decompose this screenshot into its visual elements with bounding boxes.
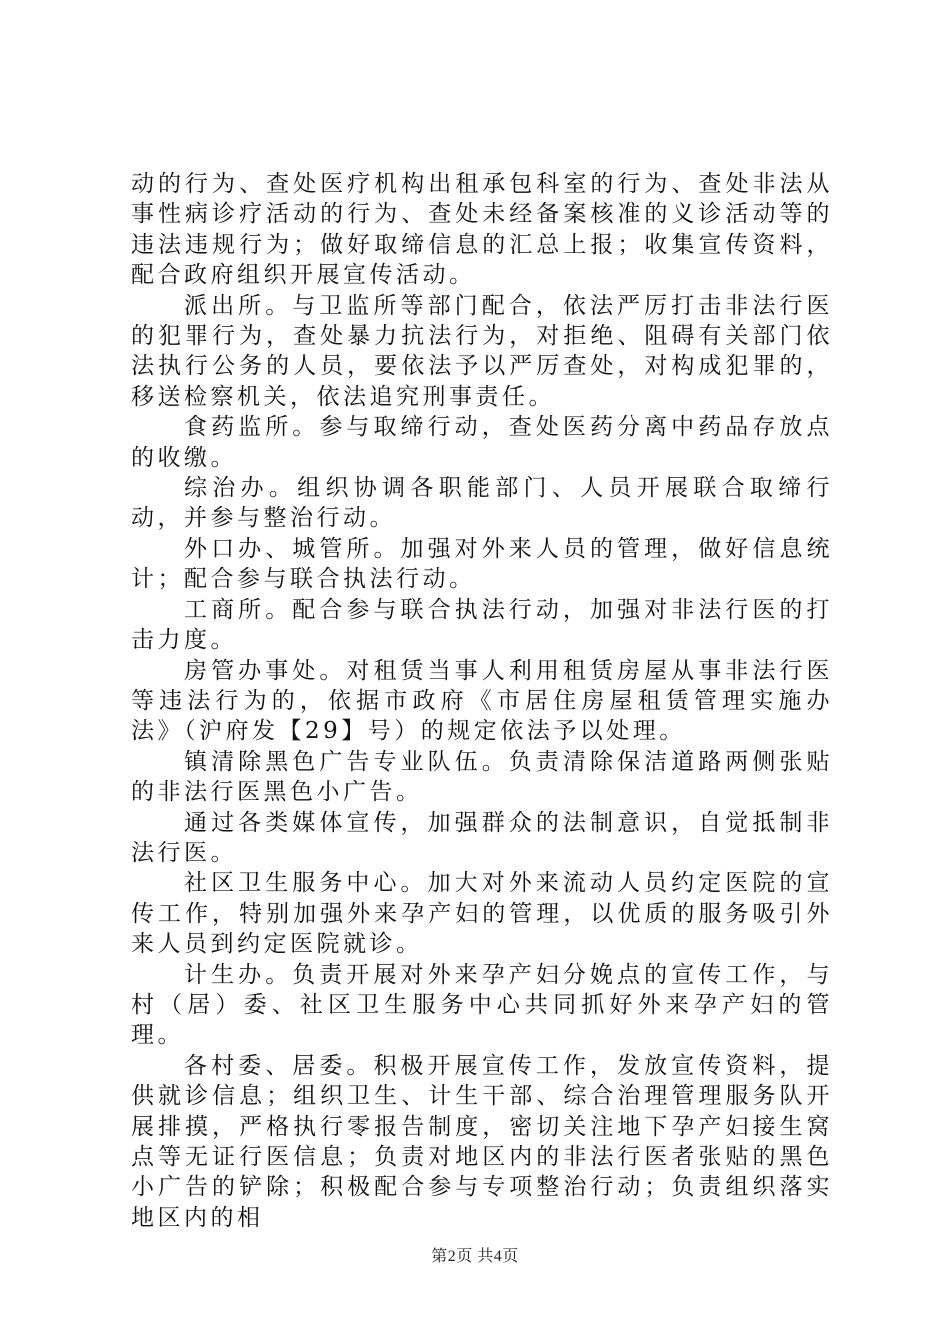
page-number-footer: 第2页 共4页 [431, 1248, 519, 1265]
paragraph-comprehensive-office: 综治办。组织协调各职能部门、人员开展联合取缔行动，并参与整治行动。 [131, 475, 833, 532]
paragraph-commerce-office: 工商所。配合参与联合执法行动，加强对非法行医的打击力度。 [131, 596, 833, 654]
paragraph-village-committees: 各村委、居委。积极开展宣传工作，发放宣传资料，提供就诊信息；组织卫生、计生干部、综合治理管理服务队开展排摸，严格执行零报告制度，密切关注地下孕产妇接生窝点等无证行医信息；负责对地区内的非法行医者张贴的黑色小广告的铲除；积极配合参与专项整治行动；负责组织落实地区内的相 [131, 1052, 833, 1231]
paragraph-migrant-urban-office: 外口办、城管所。加强对外来人员的管理，做好信息统计；配合参与联合执法行动。 [131, 535, 833, 593]
paragraph-police-station: 派出所。与卫监所等部门配合，依法严厉打击非法行医的犯罪行为，查处暴力抗法行为，对拒绝、阻碍有关部门依法执行公务的人员，要依法予以严厉查处，对构成犯罪的，移送检察机关，依法追究刑事责任。 [131, 292, 833, 410]
paragraph-media-publicity: 通过各类媒体宣传，加强群众的法制意识，自觉抵制非法行医。 [131, 809, 833, 866]
paragraph-housing-office: 房管办事处。对租赁当事人利用租赁房屋从事非法行医等违法行为的，依据市政府《市居住房屋租赁管理实施办法》（沪府发【29】号）的规定依法予以处理。 [131, 657, 833, 745]
paragraph-continued: 动的行为、查处医疗机构出租承包科室的行为、查处非法从事性病诊疗活动的行为、查处未经备案核准的义诊活动等的违法违规行为；做好取缔信息的汇总上报；收集宣传资料，配合政府组织开展宣传活动。 [131, 171, 833, 289]
document-body [131, 169, 833, 1233]
paragraph-food-drug-office: 食药监所。参与取缔行动，查处医药分离中药品存放点的收缴。 [131, 414, 833, 471]
paragraph-family-planning-office: 计生办。负责开展对外来孕产妇分娩点的宣传工作，与村（居）委、社区卫生服务中心共同抓好外来孕产妇的管理。 [131, 961, 833, 1049]
paragraph-community-health-center: 社区卫生服务中心。加大对外来流动人员约定医院的宣传工作，特别加强外来孕产妇的管理，以优质的服务吸引外来人员到约定医院就诊。 [131, 870, 833, 958]
paragraph-ad-cleanup-team: 镇清除黑色广告专业队伍。负责清除保洁道路两侧张贴的非法行医黑色小广告。 [131, 748, 833, 806]
